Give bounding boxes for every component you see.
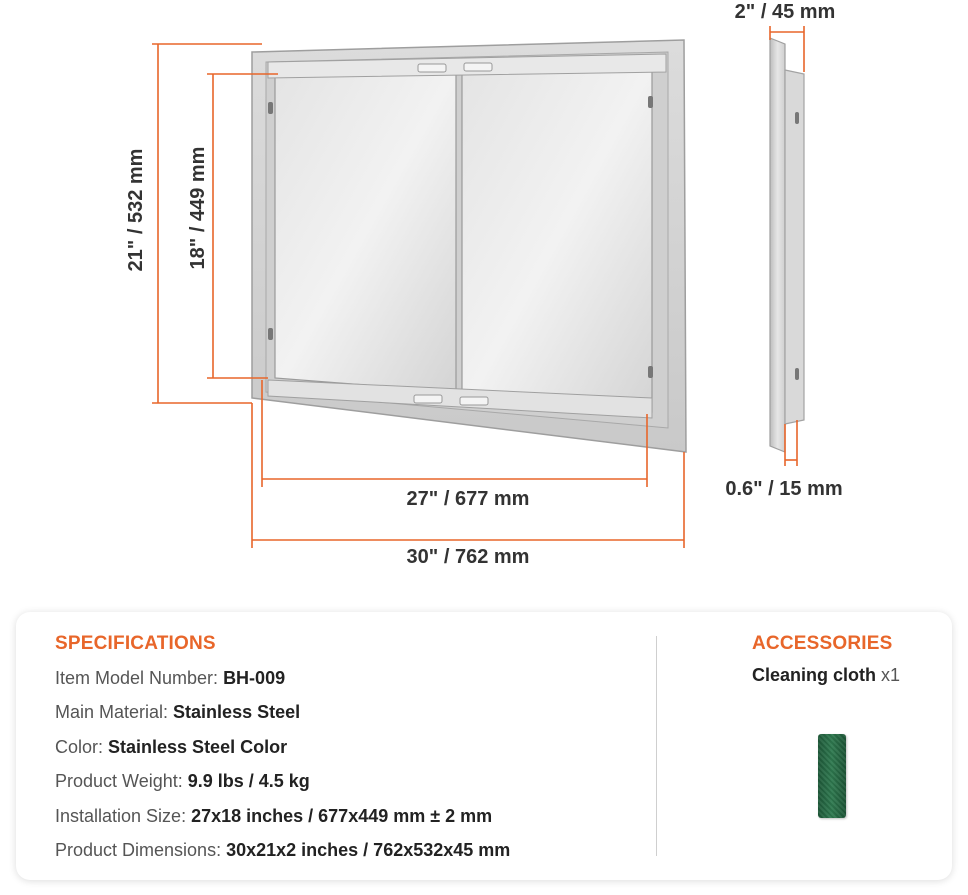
spec-row-installation-size xyxy=(55,804,510,838)
accessory-qty: x1 xyxy=(876,665,901,685)
opening-height-label: 18" / 449 mm xyxy=(187,146,209,270)
left-door-panel xyxy=(275,70,456,392)
flange-label: 0.6" / 15 mm xyxy=(725,478,843,500)
spec-value: Stainless Steel Color xyxy=(108,736,288,757)
bottom-latch-right xyxy=(460,397,488,405)
specifications-title: SPECIFICATIONS xyxy=(55,633,216,654)
opening-width-label: 27" / 677 mm xyxy=(406,488,530,510)
spec-row-color xyxy=(55,735,510,769)
side-body xyxy=(785,70,804,424)
door-side-view xyxy=(770,38,804,452)
hinge-slot xyxy=(648,366,653,378)
spec-label: Product Weight: xyxy=(55,771,188,792)
spec-label: Color: xyxy=(55,736,109,757)
spec-list xyxy=(55,666,510,872)
spec-value: Stainless Steel xyxy=(173,702,301,723)
depth-label: 2" / 45 mm xyxy=(734,1,836,23)
spec-row-material xyxy=(55,700,510,734)
overall-width-label: 30" / 762 mm xyxy=(406,546,530,568)
spec-value: 9.9 lbs / 4.5 kg xyxy=(187,771,310,792)
spec-value: BH-009 xyxy=(223,668,286,688)
accessories-title: ACCESSORIES xyxy=(752,633,893,654)
accessory-name: Cleaning cloth xyxy=(752,665,877,685)
accessory-item xyxy=(752,665,900,686)
spec-row-weight xyxy=(55,769,510,803)
spec-label: Product Dimensions: xyxy=(55,839,227,860)
spec-row-dimensions xyxy=(55,838,510,872)
spec-label: Installation Size: xyxy=(55,805,192,826)
door-front-view xyxy=(252,40,686,452)
hinge-slot xyxy=(268,328,273,340)
top-latch-right xyxy=(464,63,492,71)
hinge-slot xyxy=(268,102,273,114)
top-latch-left xyxy=(418,64,446,72)
hinge-slot xyxy=(648,96,653,108)
bottom-latch-left xyxy=(414,395,442,403)
spec-card xyxy=(16,612,952,880)
spec-row-model xyxy=(55,666,510,700)
overall-height-label: 21" / 532 mm xyxy=(125,148,147,272)
cleaning-cloth-icon xyxy=(818,734,846,818)
side-flange xyxy=(770,38,785,452)
card-divider xyxy=(656,636,657,856)
side-slot xyxy=(795,112,799,124)
side-slot xyxy=(795,368,799,380)
right-door-panel xyxy=(462,66,652,412)
spec-value: 30x21x2 inches / 762x532x45 mm xyxy=(226,839,511,860)
spec-label: Main Material: xyxy=(55,702,174,723)
spec-label: Item Model Number: xyxy=(55,668,224,688)
spec-value: 27x18 inches / 677x449 mm ± 2 mm xyxy=(191,805,493,826)
